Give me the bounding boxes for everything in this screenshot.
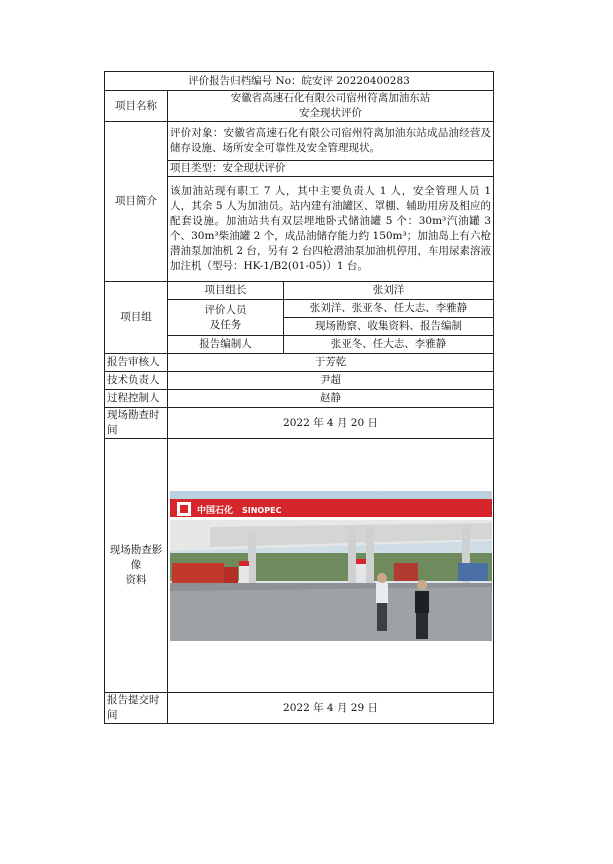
team-leader-label: 项目组长: [168, 282, 284, 300]
tech-lead-value: 尹超: [168, 372, 494, 390]
project-name-row: [105, 91, 494, 122]
sinopec-logo-mark: [180, 505, 188, 513]
evaluators-value: 张刘洋、张亚冬、任大志、李雅静: [284, 300, 494, 318]
survey-photo-row: [105, 439, 494, 693]
project-name-line1: 安徽省高速石化有限公司宿州符离加油东站: [230, 92, 431, 104]
person-2-head: [417, 580, 427, 590]
project-type: 项目类型：安全现状评价: [168, 161, 494, 177]
archive-number: 评价报告归档编号 No：皖安评 20220400283: [105, 72, 494, 91]
person-1-legs: [377, 603, 387, 631]
evaluators-label-line2: 及任务: [209, 318, 242, 331]
survey-time-value: 2022 年 4 月 20 日: [168, 408, 494, 439]
gas-station-photo: [170, 491, 492, 641]
survey-photo-cell: [168, 439, 494, 693]
submit-time-label: 报告提交时间: [105, 693, 168, 724]
project-name-line2: 安全现状评价: [299, 107, 363, 119]
survey-photo: [170, 491, 492, 641]
survey-photo-label-line2: 资料: [125, 574, 147, 586]
project-name-label: 项目名称: [105, 91, 168, 122]
evaluators-label: [168, 300, 284, 336]
survey-photo-label-line1: 现场勘查影像: [109, 544, 163, 571]
submit-time-value: 2022 年 4 月 29 日: [168, 693, 494, 724]
truck-body-1: [172, 563, 224, 583]
survey-photo-label: [105, 439, 168, 693]
truck-cab-1: [224, 567, 238, 583]
project-summary: 该加油站现有职工 7 人，其中主要负责人 1 人，安全管理人员 1 人，其余 5 人为加油员。站内建有油罐区、罩棚、辅助用房及相应的配套设施。加油站共有双层埋地卧式储油罐 5 个：30m³汽油罐 3 个、30m³柴油罐 2 个，成品油储存能力约 150m³；加油岛上有六枪潜油泵加油机 2 台，另有 2 台四枪潜油泵加油机停用，车用尿素溶液加注机（型号：HK-1/B2(01-05)）1 台。: [168, 177, 494, 282]
tasks-value: 现场勘察、收集资料、报告编制: [284, 318, 494, 336]
report-author-value: 张亚冬、任大志、李雅静: [284, 336, 494, 354]
person-1-head: [377, 573, 387, 583]
evaluators-label-line1: 评价人员: [204, 303, 247, 316]
person-2-body: [415, 591, 429, 613]
header-row: [105, 72, 494, 91]
person-1-body: [376, 583, 388, 603]
survey-time-row: [105, 408, 494, 439]
canopy-column-3: [366, 527, 374, 589]
truck-body-2: [394, 563, 418, 581]
intro-object-row: [105, 122, 494, 161]
project-intro-label: 项目简介: [105, 122, 168, 282]
ground-highlight: [170, 587, 492, 641]
reviewer-value: 于芳乾: [168, 354, 494, 372]
evaluation-form: [104, 71, 493, 724]
process-control-value: 赵静: [168, 390, 494, 408]
project-team-label: 项目组: [105, 282, 168, 354]
canopy-brand-en: SINOPEC: [242, 505, 282, 515]
team-leader-row: [105, 282, 494, 300]
team-leader-value: 张刘洋: [284, 282, 494, 300]
fuel-dispenser-2-band: [356, 559, 366, 564]
truck-body-3: [458, 563, 488, 581]
canopy-column-1: [248, 531, 256, 591]
canopy-column-2: [348, 527, 356, 589]
tech-lead-label: 技术负责人: [105, 372, 168, 390]
process-control-row: [105, 390, 494, 408]
form-table: [104, 71, 494, 724]
canopy-brand-cn: 中国石化: [197, 505, 234, 516]
evaluation-object: 评价对象：安徽省高速石化有限公司宿州符离加油东站成品油经营及储存设施、场所安全可靠性及安全管理现状。: [168, 122, 494, 161]
person-2-legs: [416, 613, 428, 639]
survey-time-label: 现场勘查时间: [105, 408, 168, 439]
tech-lead-row: [105, 372, 494, 390]
canopy-fascia-stripe: [170, 517, 492, 520]
submit-time-row: [105, 693, 494, 724]
fuel-dispenser-1-band: [239, 561, 249, 566]
project-name-value: [168, 91, 494, 122]
reviewer-label: 报告审核人: [105, 354, 168, 372]
reviewer-row: [105, 354, 494, 372]
report-author-label: 报告编制人: [168, 336, 284, 354]
process-control-label: 过程控制人: [105, 390, 168, 408]
